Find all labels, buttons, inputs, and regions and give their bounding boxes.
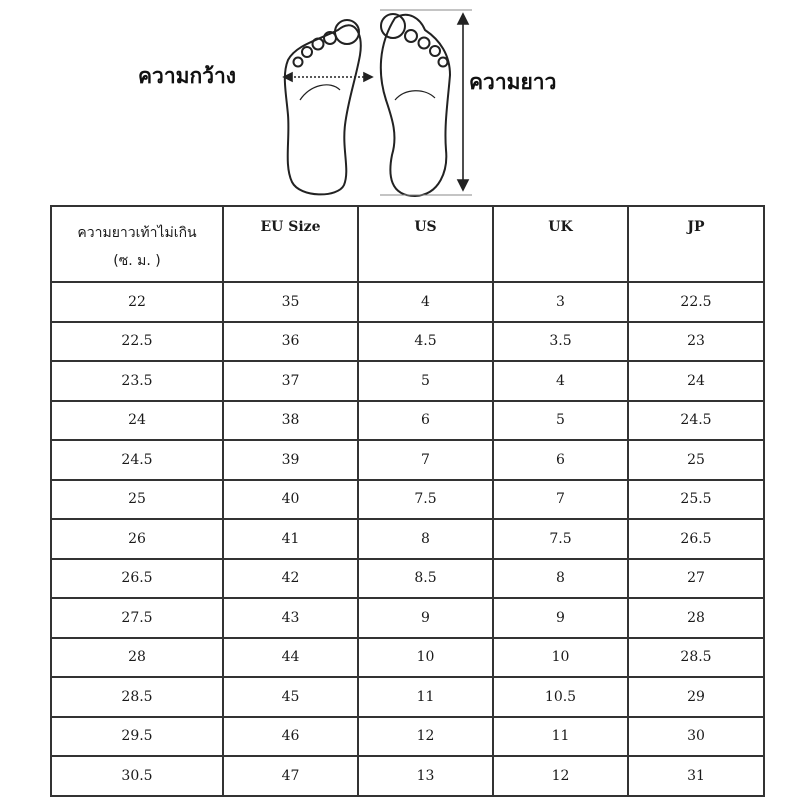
foot-length-cell: 22.5 [51,322,223,362]
foot-length-cell: 28 [51,638,223,678]
uk-size-cell: 7 [493,480,628,520]
eu-size-cell: 42 [223,559,358,599]
jp-size-cell: 31 [628,756,764,796]
jp-size-cell: 22.5 [628,282,764,322]
header-jp: JP [628,206,764,282]
uk-size-cell: 6 [493,440,628,480]
eu-size-cell: 44 [223,638,358,678]
table-row [51,519,764,559]
table-row [51,598,764,638]
foot-length-cell: 30.5 [51,756,223,796]
right-foot-outline [381,14,450,196]
table-row [51,756,764,796]
width-label: ความกว้าง [138,64,237,88]
us-size-cell: 11 [358,677,493,717]
jp-size-cell: 28.5 [628,638,764,678]
us-size-cell: 8.5 [358,559,493,599]
foot-length-cell: 29.5 [51,717,223,757]
us-size-cell: 7 [358,440,493,480]
header-eu-size: EU Size [223,206,358,282]
feet-illustration [0,0,800,205]
eu-size-cell: 41 [223,519,358,559]
us-size-cell: 8 [358,519,493,559]
table-row [51,638,764,678]
table-row [51,717,764,757]
uk-size-cell: 9 [493,598,628,638]
uk-size-cell: 11 [493,717,628,757]
eu-size-cell: 37 [223,361,358,401]
uk-size-cell: 10 [493,638,628,678]
foot-measurement-diagram [0,0,800,205]
us-size-cell: 5 [358,361,493,401]
foot-length-cell: 25 [51,480,223,520]
us-size-cell: 12 [358,717,493,757]
jp-size-cell: 28 [628,598,764,638]
header-foot-length-line2: (ซ. ม. ) [113,253,161,269]
uk-size-cell: 7.5 [493,519,628,559]
table-header-row [51,206,764,282]
foot-length-cell: 23.5 [51,361,223,401]
jp-size-cell: 24 [628,361,764,401]
us-size-cell: 4.5 [358,322,493,362]
eu-size-cell: 40 [223,480,358,520]
table-row [51,677,764,717]
table-row [51,282,764,322]
eu-size-cell: 47 [223,756,358,796]
jp-size-cell: 24.5 [628,401,764,441]
eu-size-cell: 45 [223,677,358,717]
uk-size-cell: 4 [493,361,628,401]
eu-size-cell: 39 [223,440,358,480]
table-body [51,282,764,796]
eu-size-cell: 38 [223,401,358,441]
eu-size-cell: 36 [223,322,358,362]
left-foot-outline [285,20,361,194]
jp-size-cell: 29 [628,677,764,717]
table-row [51,401,764,441]
header-foot-length-line1: ความยาวเท้าไม่เกิน [77,225,197,241]
us-size-cell: 7.5 [358,480,493,520]
foot-length-cell: 22 [51,282,223,322]
foot-length-cell: 24 [51,401,223,441]
jp-size-cell: 23 [628,322,764,362]
us-size-cell: 10 [358,638,493,678]
table-row [51,361,764,401]
table-row [51,480,764,520]
size-chart-table [50,205,765,797]
foot-length-cell: 26 [51,519,223,559]
header-us: US [358,206,493,282]
uk-size-cell: 3 [493,282,628,322]
uk-size-cell: 3.5 [493,322,628,362]
uk-size-cell: 10.5 [493,677,628,717]
header-uk: UK [493,206,628,282]
foot-length-cell: 24.5 [51,440,223,480]
foot-length-cell: 27.5 [51,598,223,638]
width-arrow [284,73,372,81]
us-size-cell: 4 [358,282,493,322]
jp-size-cell: 25 [628,440,764,480]
us-size-cell: 9 [358,598,493,638]
foot-length-cell: 26.5 [51,559,223,599]
jp-size-cell: 25.5 [628,480,764,520]
eu-size-cell: 43 [223,598,358,638]
jp-size-cell: 26.5 [628,519,764,559]
table-row [51,559,764,599]
length-label: ความยาว [469,70,557,94]
uk-size-cell: 8 [493,559,628,599]
uk-size-cell: 12 [493,756,628,796]
table-row [51,440,764,480]
jp-size-cell: 30 [628,717,764,757]
foot-length-cell: 28.5 [51,677,223,717]
us-size-cell: 6 [358,401,493,441]
table-row [51,322,764,362]
header-foot-length [51,206,223,282]
uk-size-cell: 5 [493,401,628,441]
us-size-cell: 13 [358,756,493,796]
eu-size-cell: 46 [223,717,358,757]
jp-size-cell: 27 [628,559,764,599]
eu-size-cell: 35 [223,282,358,322]
